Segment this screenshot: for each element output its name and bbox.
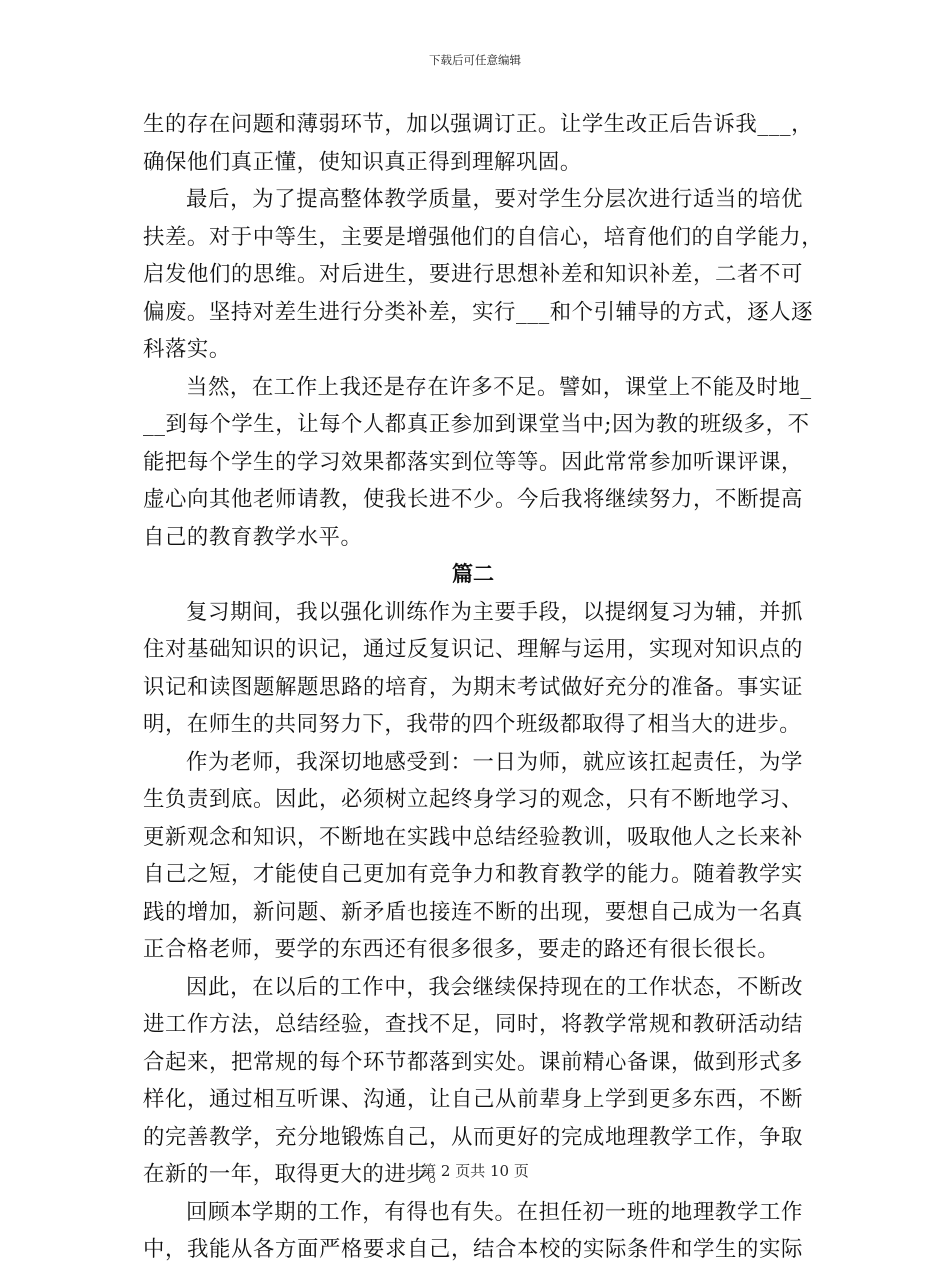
text-line: 的完善教学，充分地锻炼自己，从而更好的完成地理教学工作，争取 (143, 1124, 803, 1150)
page-header: 下载后可任意编辑 (429, 53, 521, 67)
text-line: 正合格老师，要学的东西还有很多很多，要走的路还有很长很长。 (143, 937, 780, 962)
text-line: 明，在师生的共同努力下，我带的四个班级都取得了相当大的进步。 (143, 712, 802, 737)
text-line: 复习期间，我以强化训练作为主要手段，以提纲复习为辅，并抓 (186, 599, 803, 625)
section-heading: 篇二 (452, 562, 494, 586)
text-line: 在新的一年，取得更大的进步。 (143, 1162, 451, 1187)
text-line: 确保他们真正懂，使知识真正得到理解巩固。 (143, 149, 582, 175)
document-body (143, 106, 824, 1269)
text-line: 更新观念和知识，不断地在实践中总结经验教训，吸取他人之长来补 (143, 824, 803, 850)
text-line: __到每个学生，让每个人都真正参加到课堂当中;因为教的班级多，不 (143, 412, 810, 437)
text-line: 当然，在工作上我还是存在许多不足。譬如，课堂上不能及时地_ (186, 374, 812, 400)
text-line: 虚心向其他老师请教，使我长进不少。今后我将继续努力，不断提高 (143, 487, 803, 512)
text-line: 扶差。对于中等生，主要是增强他们的自信心，培育他们的自学能力， (143, 224, 824, 250)
text-line: 中，我能从各方面严格要求自己，结合本校的实际条件和学生的实际 (143, 1237, 803, 1262)
text-line: 识记和读图题解题思路的培育，为期末考试做好充分的准备。事实证 (143, 674, 803, 700)
text-line: 生的存在问题和薄弱环节，加以强调订正。让学生改正后告诉我___， (143, 112, 814, 137)
text-line: 践的增加，新问题、新矛盾也接连不断的出现，要想自己成为一名真 (143, 899, 803, 925)
text-line: 科落实。 (143, 337, 231, 362)
text-line: 生负责到底。因此，必须树立起终身学习的观念，只有不断地学习、 (143, 787, 803, 812)
text-line: 启发他们的思维。对后进生，要进行思想补差和知识补差，二者不可 (143, 262, 803, 287)
text-line: 自己之短，才能使自己更加有竞争力和教育教学的能力。随着教学实 (143, 862, 803, 887)
text-line: 偏废。坚持对差生进行分类补差，实行___和个引辅导的方式，逐人逐 (143, 299, 814, 325)
text-line: 进工作方法，总结经验，查找不足，同时，将教学常规和教研活动结 (143, 1012, 803, 1037)
text-line: 能把每个学生的学习效果都落实到位等等。因此常常参加听课评课， (143, 449, 803, 475)
text-line: 样化，通过相互听课、沟通，让自己从前辈身上学到更多东西，不断 (143, 1087, 803, 1112)
text-line: 自己的教育教学水平。 (143, 524, 363, 550)
page-footer: 第 2 页共 10 页 (421, 1162, 529, 1180)
text-line: 因此，在以后的工作中，我会继续保持现在的工作状态，不断改 (186, 974, 803, 1000)
text-line: 合起来，把常规的每个环节都落到实处。课前精心备课，做到形式多 (143, 1049, 803, 1075)
text-line: 作为老师，我深切地感受到：一日为师，就应该扛起责任，为学 (186, 749, 803, 775)
text-line: 最后，为了提高整体教学质量，要对学生分层次进行适当的培优 (186, 187, 803, 212)
text-line: 回顾本学期的工作，有得也有失。在担任初一班的地理教学工作 (186, 1199, 803, 1225)
text-line: 住对基础知识的识记，通过反复识记、理解与运用，实现对知识点的 (143, 637, 803, 662)
